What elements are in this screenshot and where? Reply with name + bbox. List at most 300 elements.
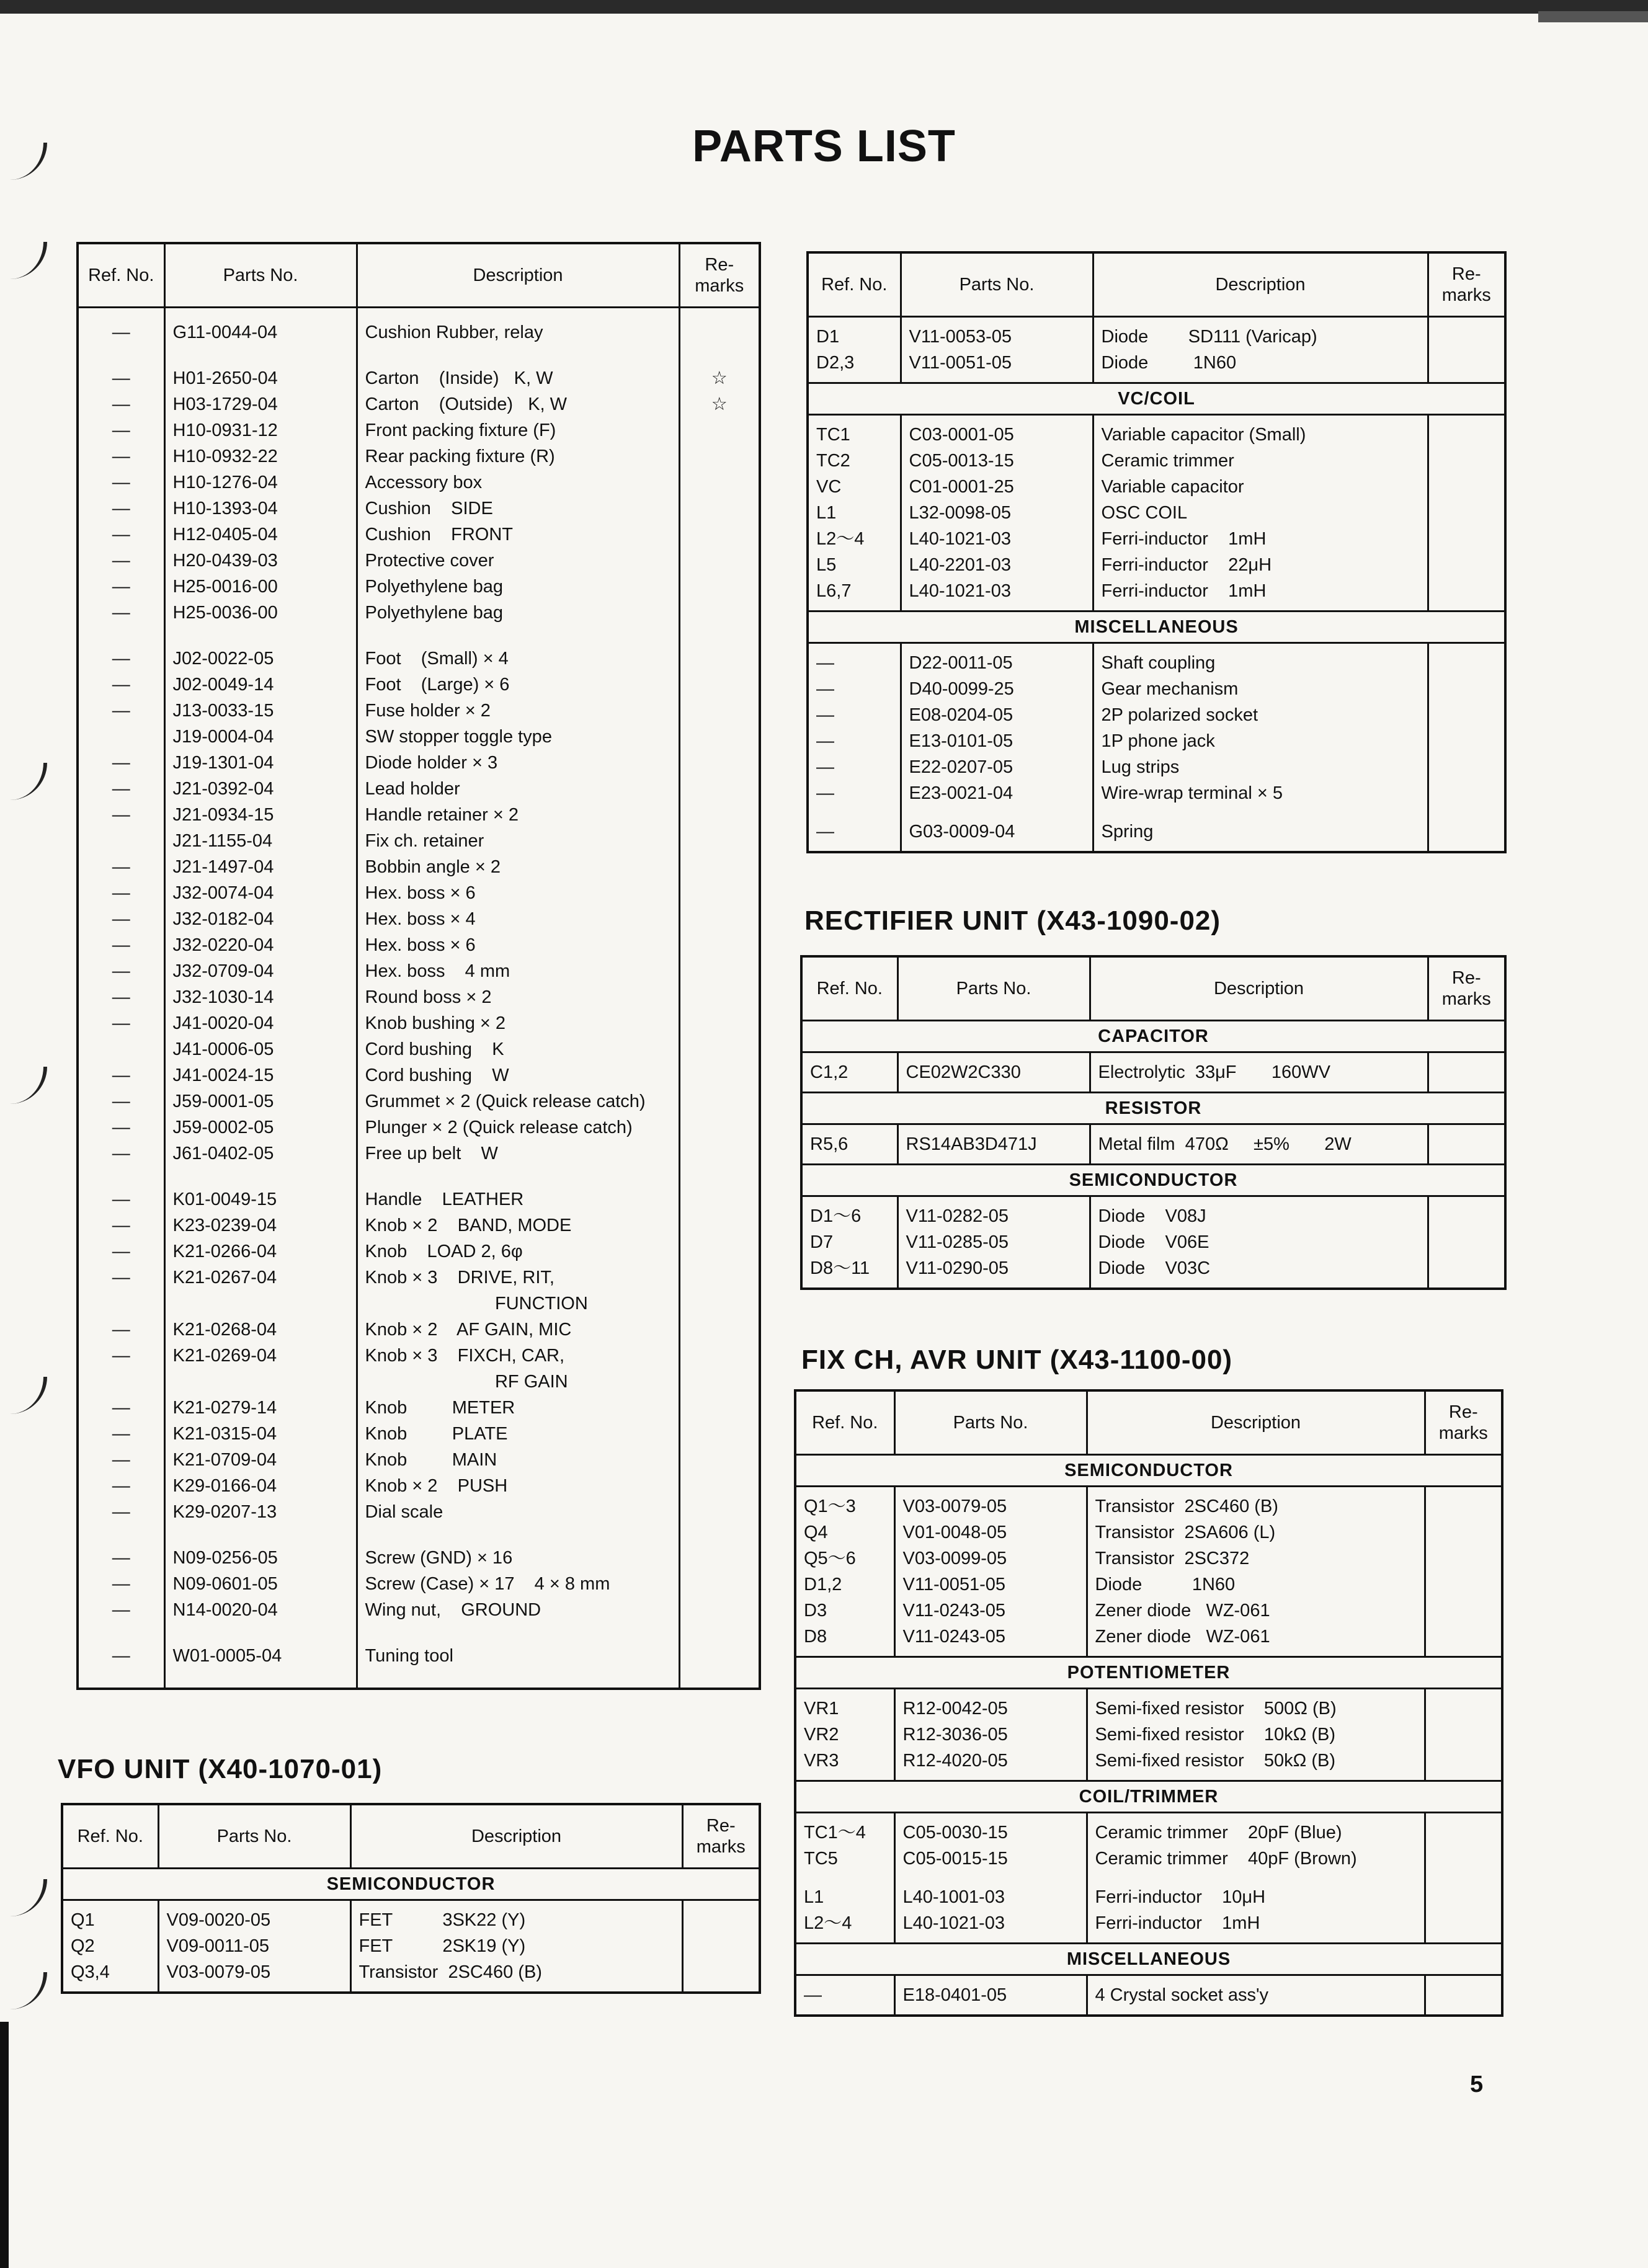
parts-no-cell: K21-0709-04 <box>164 1447 357 1473</box>
table-row <box>801 1124 1505 1165</box>
description-cell: Spring <box>1093 812 1428 852</box>
ref-cell: — <box>78 308 164 346</box>
table-row <box>78 1369 760 1395</box>
col-header-description: Description <box>1093 252 1428 317</box>
ref-cell: — <box>78 1114 164 1141</box>
ref-cell: — <box>78 1088 164 1114</box>
remarks-cell <box>679 1421 760 1447</box>
description-cell: Electrolytic 33μF 160WV <box>1090 1052 1428 1093</box>
description-cell: Carton (Outside) K, W <box>357 391 679 417</box>
table-row <box>78 1571 760 1597</box>
remarks-cell: ☆ <box>679 345 760 391</box>
description-cell: Dial scale <box>357 1499 679 1525</box>
remarks-cell <box>679 698 760 724</box>
remarks-cell <box>679 932 760 958</box>
col-header-ref: Ref. No. <box>78 243 164 308</box>
parts-no-cell <box>164 1291 357 1317</box>
ref-cell: VR1 VR2 VR3 <box>795 1689 894 1781</box>
description-cell: Variable capacitor (Small) Ceramic trimmer Variable capacitor OSC COIL Ferri-inductor 1mH Ferri-inductor 22μH Ferri-inductor 1mH <box>1093 415 1428 611</box>
parts-no-cell: K21-0268-04 <box>164 1317 357 1343</box>
description-cell: Wing nut, GROUND <box>357 1597 679 1623</box>
description-cell: Knob bushing × 2 <box>357 1010 679 1036</box>
parts-no-cell: J32-0074-04 <box>164 880 357 906</box>
section-header-row <box>795 1455 1502 1487</box>
remarks-cell <box>679 880 760 906</box>
section-header: MISCELLANEOUS <box>808 611 1505 643</box>
col-header-ref: Ref. No. <box>795 1390 894 1455</box>
remarks-cell <box>1425 1487 1502 1657</box>
remarks-cell <box>679 1239 760 1265</box>
binding-hole-mark <box>0 763 47 800</box>
description-cell: Cushion Rubber, relay <box>357 308 679 346</box>
table-row <box>78 1473 760 1499</box>
description-cell: Knob × 2 BAND, MODE <box>357 1212 679 1239</box>
remarks-cell <box>679 776 760 802</box>
ref-cell: — <box>78 984 164 1010</box>
ref-cell: — <box>78 1343 164 1369</box>
ref-cell <box>78 1036 164 1062</box>
section-header-row <box>801 1165 1505 1196</box>
ref-cell: — <box>78 1623 164 1669</box>
remarks-cell <box>679 1343 760 1369</box>
col-header-description: Description <box>1090 956 1428 1021</box>
table-row <box>78 522 760 548</box>
description-cell: Knob × 3 FIXCH, CAR, <box>357 1343 679 1369</box>
section-header: SEMICONDUCTOR <box>801 1165 1505 1196</box>
description-cell: Accessory box <box>357 469 679 496</box>
description-cell: Fix ch. retainer <box>357 828 679 854</box>
description-cell: Fuse holder × 2 <box>357 698 679 724</box>
parts-no-cell: J32-0220-04 <box>164 932 357 958</box>
remarks-cell <box>679 1167 760 1212</box>
remarks-cell <box>679 854 760 880</box>
remarks-cell <box>682 1900 760 1993</box>
remarks-cell <box>679 1212 760 1239</box>
table-row <box>78 776 760 802</box>
remarks-cell <box>679 1010 760 1036</box>
table-row <box>795 1487 1502 1657</box>
description-cell: 4 Crystal socket ass'y <box>1087 1975 1425 2016</box>
empty-cell <box>78 1669 164 1689</box>
description-cell: Knob METER <box>357 1395 679 1421</box>
remarks-cell <box>1428 415 1505 611</box>
parts-no-cell: J13-0033-15 <box>164 698 357 724</box>
description-cell: Diode V08J Diode V06E Diode V03C <box>1090 1196 1428 1289</box>
remarks-cell <box>1428 1052 1505 1093</box>
description-cell: Cord bushing K <box>357 1036 679 1062</box>
empty-cell <box>679 1669 760 1689</box>
section-header: POTENTIOMETER <box>795 1657 1502 1689</box>
description-cell: SW stopper toggle type <box>357 724 679 750</box>
binding-hole-mark <box>0 1067 47 1104</box>
ref-cell: — <box>78 1447 164 1473</box>
description-cell: Knob × 2 AF GAIN, MIC <box>357 1317 679 1343</box>
table-row <box>78 854 760 880</box>
section-header-row <box>795 1944 1502 1975</box>
col-header-parts: Parts No. <box>897 956 1090 1021</box>
remarks-cell <box>679 522 760 548</box>
table-filler <box>78 1669 760 1689</box>
table-row <box>78 417 760 443</box>
ref-cell: TC1～4 TC5 <box>795 1813 894 1879</box>
section-header-row <box>795 1781 1502 1813</box>
ref-cell <box>78 724 164 750</box>
parts-no-cell: N09-0601-05 <box>164 1571 357 1597</box>
description-cell: RF GAIN <box>357 1369 679 1395</box>
ref-cell: — <box>78 1062 164 1088</box>
ref-cell: — <box>78 345 164 391</box>
description-cell: Knob LOAD 2, 6φ <box>357 1239 679 1265</box>
remarks-cell <box>679 828 760 854</box>
ref-cell: — <box>78 522 164 548</box>
remarks-cell <box>1425 1813 1502 1879</box>
description-cell: Ceramic trimmer 20pF (Blue) Ceramic trimmer 40pF (Brown) <box>1087 1813 1425 1879</box>
table-row <box>78 698 760 724</box>
table-row <box>78 1597 760 1623</box>
ref-cell: — <box>78 1421 164 1447</box>
description-cell: Cord bushing W <box>357 1062 679 1088</box>
ref-cell: — — — — — — <box>808 643 901 813</box>
parts-no-cell: K29-0207-13 <box>164 1499 357 1525</box>
parts-no-cell: L40-1001-03 L40-1021-03 <box>894 1878 1087 1944</box>
table-row <box>78 1062 760 1088</box>
description-cell: Metal film 470Ω ±5% 2W <box>1090 1124 1428 1165</box>
parts-no-cell: H10-1393-04 <box>164 496 357 522</box>
col-header-remarks: Re- marks <box>1425 1390 1502 1455</box>
description-cell: Cushion FRONT <box>357 522 679 548</box>
remarks-cell <box>679 600 760 626</box>
parts-no-cell: V03-0079-05 V01-0048-05 V03-0099-05 V11-0051-05 V11-0243-05 V11-0243-05 <box>894 1487 1087 1657</box>
ref-cell: D1 D2,3 <box>808 317 901 383</box>
parts-no-cell: K29-0166-04 <box>164 1473 357 1499</box>
section-header: CAPACITOR <box>801 1021 1505 1052</box>
remarks-cell <box>679 548 760 574</box>
section-header: SEMICONDUCTOR <box>795 1455 1502 1487</box>
ref-cell: — <box>78 1525 164 1571</box>
ref-cell: — <box>78 750 164 776</box>
ref-cell: — <box>78 496 164 522</box>
ref-cell <box>78 1369 164 1395</box>
table-row <box>78 672 760 698</box>
table-row <box>795 1975 1502 2016</box>
remarks-cell <box>679 984 760 1010</box>
table-row <box>78 828 760 854</box>
description-cell: Cushion SIDE <box>357 496 679 522</box>
main-parts-table <box>76 242 761 1690</box>
ref-cell: — <box>78 600 164 626</box>
parts-no-cell: J19-0004-04 <box>164 724 357 750</box>
parts-no-cell: D22-0011-05 D40-0099-25 E08-0204-05 E13-0101-05 E22-0207-05 E23-0021-04 <box>901 643 1093 813</box>
page-number: 5 <box>1470 2071 1484 2097</box>
table-row <box>78 724 760 750</box>
table-row <box>78 1447 760 1473</box>
description-cell: Tuning tool <box>357 1623 679 1669</box>
parts-no-cell: K23-0239-04 <box>164 1212 357 1239</box>
col-header-parts: Parts No. <box>901 252 1093 317</box>
parts-no-cell: H10-1276-04 <box>164 469 357 496</box>
ref-cell: — <box>78 1141 164 1167</box>
col-header-parts: Parts No. <box>164 243 357 308</box>
ref-cell: — <box>78 1499 164 1525</box>
parts-no-cell: RS14AB3D471J <box>897 1124 1090 1165</box>
remarks-cell <box>1425 1878 1502 1944</box>
table-row <box>78 1010 760 1036</box>
remarks-cell <box>679 1597 760 1623</box>
ref-cell: — <box>78 776 164 802</box>
ref-cell: — <box>78 1010 164 1036</box>
description-cell: Polyethylene bag <box>357 600 679 626</box>
col-header-description: Description <box>1087 1390 1425 1455</box>
parts-no-cell: R12-0042-05 R12-3036-05 R12-4020-05 <box>894 1689 1087 1781</box>
remarks-cell <box>679 626 760 672</box>
remarks-cell <box>679 802 760 828</box>
description-cell: Polyethylene bag <box>357 574 679 600</box>
parts-no-cell: J41-0006-05 <box>164 1036 357 1062</box>
table-row <box>78 750 760 776</box>
table-row <box>795 1813 1502 1879</box>
parts-no-cell: C03-0001-05 C05-0013-15 C01-0001-25 L32-0098-05 L40-1021-03 L40-2201-03 L40-1021-03 <box>901 415 1093 611</box>
table-row <box>78 1239 760 1265</box>
ref-cell: — <box>78 958 164 984</box>
table-row <box>808 317 1505 383</box>
table-row <box>78 802 760 828</box>
parts-no-cell: H25-0016-00 <box>164 574 357 600</box>
ref-cell: — <box>78 802 164 828</box>
table-row <box>78 1141 760 1167</box>
parts-no-cell: J59-0001-05 <box>164 1088 357 1114</box>
scan-top-edge-corner <box>1538 11 1648 22</box>
col-header-parts: Parts No. <box>894 1390 1087 1455</box>
description-cell: Diode SD111 (Varicap) Diode 1N60 <box>1093 317 1428 383</box>
remarks-cell <box>1428 317 1505 383</box>
fixch-avr-parts-table <box>794 1389 1503 2017</box>
ref-cell: — <box>78 1571 164 1597</box>
description-cell: FUNCTION <box>357 1291 679 1317</box>
parts-no-cell: H20-0439-03 <box>164 548 357 574</box>
ref-cell: TC1 TC2 VC L1 L2～4 L5 L6,7 <box>808 415 901 611</box>
ref-cell: — <box>78 443 164 469</box>
parts-no-cell: J61-0402-05 <box>164 1141 357 1167</box>
remarks-cell <box>679 496 760 522</box>
table-row <box>78 880 760 906</box>
section-header-row <box>801 1093 1505 1124</box>
description-cell: Knob × 2 PUSH <box>357 1473 679 1499</box>
table-row <box>62 1900 760 1993</box>
parts-no-cell: K21-0269-04 <box>164 1343 357 1369</box>
table-row <box>808 643 1505 813</box>
remarks-cell <box>679 1473 760 1499</box>
table-row <box>801 1052 1505 1093</box>
section-header: RESISTOR <box>801 1093 1505 1124</box>
section-header-row <box>808 611 1505 643</box>
table-row <box>78 1525 760 1571</box>
remarks-cell <box>679 1571 760 1597</box>
parts-no-cell: J19-1301-04 <box>164 750 357 776</box>
description-cell: Shaft coupling Gear mechanism 2P polarized socket 1P phone jack Lug strips Wire-wrap terminal × 5 <box>1093 643 1428 813</box>
table-row <box>78 1623 760 1669</box>
table-row <box>78 1291 760 1317</box>
section-header-row <box>62 1869 760 1900</box>
parts-no-cell: H10-0932-22 <box>164 443 357 469</box>
table-row <box>78 496 760 522</box>
parts-no-cell: V09-0020-05 V09-0011-05 V03-0079-05 <box>158 1900 350 1993</box>
ref-cell: — <box>78 1395 164 1421</box>
section-header: SEMICONDUCTOR <box>62 1869 760 1900</box>
parts-no-cell: H25-0036-00 <box>164 600 357 626</box>
remarks-cell <box>679 1141 760 1167</box>
table-row <box>78 1395 760 1421</box>
table-row <box>78 1114 760 1141</box>
fixch-avr-unit-title: FIX CH, AVR UNIT (X43-1100-00) <box>801 1345 1233 1375</box>
table-row <box>78 1212 760 1239</box>
description-cell: Diode holder × 3 <box>357 750 679 776</box>
binding-hole-mark <box>0 1377 47 1414</box>
scan-top-edge <box>0 0 1648 14</box>
description-cell: Transistor 2SC460 (B) Transistor 2SA606 (L) Transistor 2SC372 Diode 1N60 Zener diode WZ-061 Zener diode WZ-061 <box>1087 1487 1425 1657</box>
ref-cell: — <box>78 1597 164 1623</box>
table-row <box>795 1878 1502 1944</box>
description-cell: FET 3SK22 (Y) FET 2SK19 (Y) Transistor 2SC460 (B) <box>350 1900 682 1993</box>
remarks-cell <box>679 1499 760 1525</box>
description-cell: Rear packing fixture (R) <box>357 443 679 469</box>
remarks-cell <box>679 906 760 932</box>
table-row <box>78 1421 760 1447</box>
remarks-cell <box>1425 1689 1502 1781</box>
table-row <box>808 812 1505 852</box>
remarks-cell <box>679 1525 760 1571</box>
parts-no-cell: CE02W2C330 <box>897 1052 1090 1093</box>
parts-no-cell: V11-0282-05 V11-0285-05 V11-0290-05 <box>897 1196 1090 1289</box>
ref-cell: C1,2 <box>801 1052 897 1093</box>
ref-cell: Q1～3 Q4 Q5～6 D1,2 D3 D8 <box>795 1487 894 1657</box>
remarks-cell <box>679 1623 760 1669</box>
table-row <box>78 1343 760 1369</box>
col-header-remarks: Re- marks <box>679 243 760 308</box>
parts-no-cell: H03-1729-04 <box>164 391 357 417</box>
table-row <box>78 1499 760 1525</box>
table-row <box>78 345 760 391</box>
parts-no-cell: G03-0009-04 <box>901 812 1093 852</box>
ref-cell: — <box>78 1265 164 1291</box>
section-header-row <box>795 1657 1502 1689</box>
table-row <box>801 1196 1505 1289</box>
parts-no-cell: W01-0005-04 <box>164 1623 357 1669</box>
remarks-cell <box>679 308 760 346</box>
binding-hole-mark <box>0 242 47 279</box>
parts-no-cell: J32-0709-04 <box>164 958 357 984</box>
col-header-ref: Ref. No. <box>62 1804 158 1869</box>
description-cell: Handle LEATHER <box>357 1167 679 1212</box>
parts-no-cell: J02-0022-05 <box>164 626 357 672</box>
remarks-cell <box>679 1036 760 1062</box>
parts-no-cell: N09-0256-05 <box>164 1525 357 1571</box>
ref-cell: — <box>78 391 164 417</box>
table-row <box>78 1088 760 1114</box>
ref-cell: — <box>78 1239 164 1265</box>
remarks-cell <box>679 1395 760 1421</box>
ref-cell: — <box>78 906 164 932</box>
remarks-cell <box>679 750 760 776</box>
ref-cell: — <box>78 698 164 724</box>
ref-cell: — <box>78 932 164 958</box>
ref-cell: — <box>78 672 164 698</box>
description-cell: Carton (Inside) K, W <box>357 345 679 391</box>
col-header-ref: Ref. No. <box>801 956 897 1021</box>
vfo-unit-title: VFO UNIT (X40-1070-01) <box>58 1754 383 1784</box>
ref-cell: — <box>78 854 164 880</box>
table-row <box>78 958 760 984</box>
remarks-cell <box>679 672 760 698</box>
table-row <box>78 932 760 958</box>
description-cell: Grummet × 2 (Quick release catch) <box>357 1088 679 1114</box>
ref-cell: — <box>78 574 164 600</box>
parts-no-cell: J21-0392-04 <box>164 776 357 802</box>
table-row <box>78 626 760 672</box>
ref-cell: — <box>78 1317 164 1343</box>
section-header: COIL/TRIMMER <box>795 1781 1502 1813</box>
vfo-continued-parts-table <box>806 251 1507 853</box>
section-header-row <box>801 1021 1505 1052</box>
col-header-parts: Parts No. <box>158 1804 350 1869</box>
parts-no-cell: H01-2650-04 <box>164 345 357 391</box>
remarks-cell <box>1428 1196 1505 1289</box>
table-row <box>78 1265 760 1291</box>
page-title: PARTS LIST <box>692 122 956 171</box>
empty-cell <box>164 1669 357 1689</box>
table-row <box>78 1036 760 1062</box>
remarks-cell <box>679 958 760 984</box>
ref-cell: — <box>78 626 164 672</box>
table-row <box>78 469 760 496</box>
ref-cell: — <box>78 1473 164 1499</box>
remarks-cell <box>1428 1124 1505 1165</box>
col-header-remarks: Re- marks <box>1428 956 1505 1021</box>
parts-no-cell: J32-0182-04 <box>164 906 357 932</box>
description-cell: Free up belt W <box>357 1141 679 1167</box>
ref-cell: — <box>795 1975 894 2016</box>
parts-no-cell: V11-0053-05 V11-0051-05 <box>901 317 1093 383</box>
description-cell: Ferri-inductor 10μH Ferri-inductor 1mH <box>1087 1878 1425 1944</box>
table-row <box>78 1317 760 1343</box>
remarks-cell <box>679 417 760 443</box>
description-cell: Foot (Large) × 6 <box>357 672 679 698</box>
parts-no-cell: K21-0279-14 <box>164 1395 357 1421</box>
remarks-cell <box>679 1062 760 1088</box>
parts-no-cell: J21-0934-15 <box>164 802 357 828</box>
remarks-cell <box>1425 1975 1502 2016</box>
table-row <box>795 1689 1502 1781</box>
parts-no-cell: J41-0024-15 <box>164 1062 357 1088</box>
description-cell: Foot (Small) × 4 <box>357 626 679 672</box>
description-cell: Lead holder <box>357 776 679 802</box>
parts-no-cell: K21-0267-04 <box>164 1265 357 1291</box>
parts-no-cell <box>164 1369 357 1395</box>
table-row <box>78 548 760 574</box>
ref-cell <box>78 1291 164 1317</box>
section-header-row <box>808 383 1505 415</box>
binding-hole-mark <box>0 1972 47 2009</box>
remarks-cell <box>679 1088 760 1114</box>
parts-no-cell: J32-1030-14 <box>164 984 357 1010</box>
description-cell: Knob × 3 DRIVE, RIT, <box>357 1265 679 1291</box>
remarks-cell: ☆ <box>679 391 760 417</box>
parts-no-cell: C05-0030-15 C05-0015-15 <box>894 1813 1087 1879</box>
ref-cell: — <box>78 880 164 906</box>
scan-left-edge <box>0 2022 9 2268</box>
table-row <box>78 391 760 417</box>
ref-cell: — <box>78 548 164 574</box>
description-cell: Hex. boss × 6 <box>357 880 679 906</box>
